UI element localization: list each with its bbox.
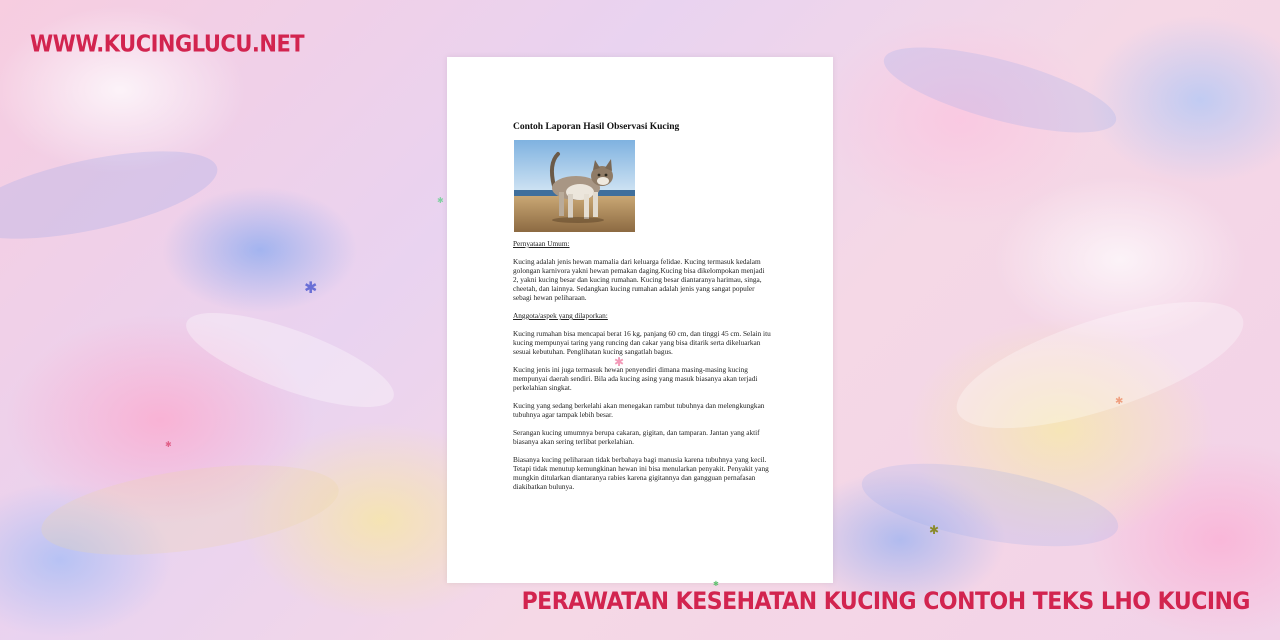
paragraph-aspect: Kucing yang sedang berkelahi akan menegakan rambut tubuhnya dan melengkungkan tubuhnya agar tampak lebih besar.	[513, 401, 765, 419]
cat-photo	[514, 140, 635, 232]
sparkle-icon: ✱	[304, 278, 318, 297]
sparkle-icon: ✱	[929, 523, 940, 537]
document-title: Contoh Laporan Hasil Observasi Kucing	[513, 122, 680, 132]
site-url[interactable]: WWW.KUCINGLUCU.NET	[30, 30, 305, 57]
sparkle-icon: ✱	[713, 580, 719, 588]
background-swirl	[943, 276, 1256, 454]
paragraph-aspect: Kucing jenis ini juga termasuk hewan penyendiri dimana masing-masing kucing mempunyai daerah sendiri. Bila ada kucing asing yang masuk biasanya akan terjadi perkelahian singkat.	[513, 365, 758, 392]
background-swirl	[0, 134, 224, 257]
section-heading-aspects: Anggota/aspek yang dilaporkan:	[513, 311, 608, 320]
section-heading-general: Pernyataan Umum:	[513, 239, 570, 248]
background-swirl	[856, 448, 1124, 562]
document-body	[513, 239, 771, 500]
paragraph-general: Kucing adalah jenis hewan mamalia dari keluarga felidae. Kucing termasuk kedalam golongan karnivora yakni hewan pemakan daging.Kucing bisa dikelompokan menjadi 2, yakni kucing besar dan kucing rumahan. Kucing besar diantaranya harimau, singa, cheetah, dan lainnya. Sedangkan kucing rumahan adalah jenis yang sangat populer sebagi hewan peliharaan.	[513, 257, 765, 302]
paragraph-aspect: Biasanya kucing peliharaan tidak berbahaya bagi manusia karena tubuhnya yang kecil. Tetapi tidak menutup kemungkinan hewan ini bisa menularkan penyakit. Penyakit yang mungkin ditularkan diantaranya rabies karena gigitannya dan gangguan pernafasan diakibatkan bulunya.	[513, 455, 769, 491]
page-title: PERAWATAN KESEHATAN KUCING CONTOH TEKS LHO KUCING	[521, 588, 1250, 616]
paragraph-aspect: Serangan kucing umumnya berupa cakaran, gigitan, dan tamparan. Jantan yang aktif biasanya akan sering terlibat perkelahian.	[513, 428, 760, 446]
sparkle-icon: ✱	[437, 196, 444, 205]
sparkle-icon: ✱	[614, 355, 625, 369]
sparkle-icon: ✱	[165, 440, 172, 449]
background-swirl	[176, 294, 403, 426]
sparkle-icon: ✱	[1115, 396, 1124, 407]
document-page	[447, 57, 833, 583]
paragraph-aspect: Kucing rumahan bisa mencapai berat 16 kg, panjang 60 cm, dan tinggi 45 cm. Selain itu kucing mempunyai taring yang runcing dan cakar yang bisa ditarik serta dikeluarkan sesuai kebutuhan. Penglihatan kucing sangatlah bagus.	[513, 329, 771, 356]
background-swirl	[36, 450, 344, 571]
background-swirl	[876, 30, 1123, 150]
